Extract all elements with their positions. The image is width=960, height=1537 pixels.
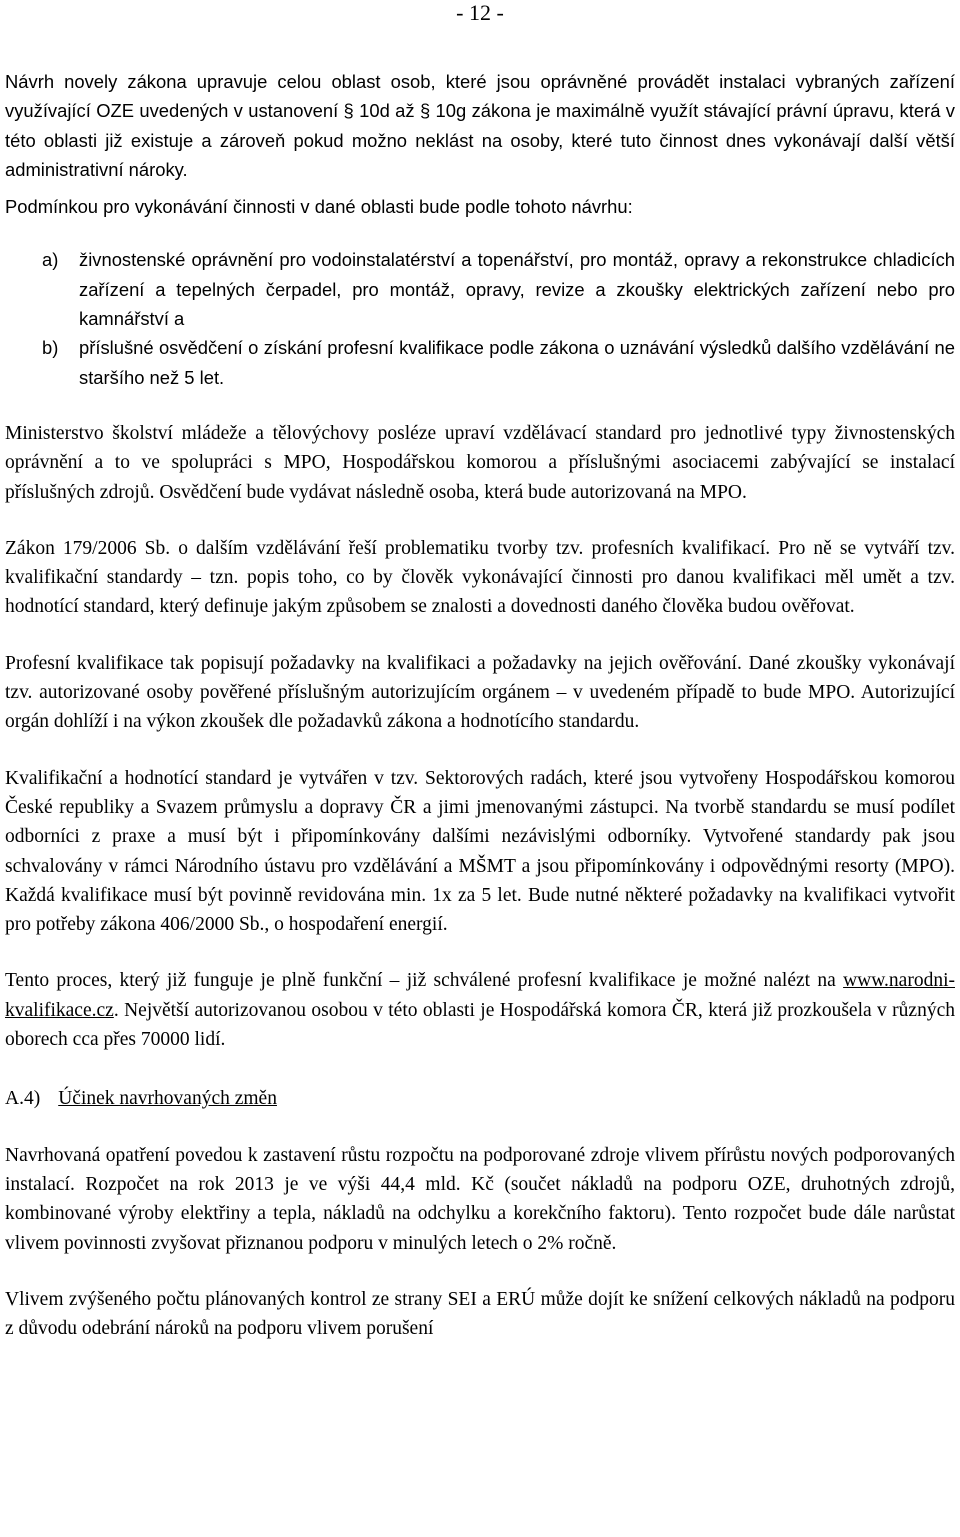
list-marker: a)	[42, 249, 59, 271]
document-body	[5, 67, 955, 1343]
page-number: - 12 -	[456, 0, 504, 25]
list-item-text: příslušné osvědčení o získání profesní kvalifikace podle zákona o uznávání výsledků dalšího vzdělávání ne staršího než 5 let.	[79, 337, 955, 388]
section-heading	[5, 1084, 955, 1113]
section-title: Účinek navrhovaných změn	[58, 1088, 277, 1110]
paragraph-conditions: Podmínkou pro vykonávání činnosti v dané oblasti bude podle tohoto návrhu:	[5, 196, 633, 218]
paragraph-intro: Návrh novely zákona upravuje celou oblast osob, které jsou oprávněné provádět instalaci vybraných zařízení využívající OZE uvedených v ustanovení § 10d až § 10g zákona je maximálně využít stávající právní úpravu, která v této oblasti již existuje a zároveň pokud možno neklást na osoby, které tuto činnost dnes vykonávají další větší administrativní nároky.	[5, 71, 955, 180]
paragraph-qualifications: Profesní kvalifikace tak popisují požadavky na kvalifikaci a požadavky na jejich ověřování. Dané zkoušky vykonávají tzv. autorizované osoby pověřené příslušným autorizujícím orgánem – v uvedeném případě to bude MPO. Autorizující orgán dohlíží i na výkon zkoušek dle požadavků zákona a hodnotícího standardu.	[5, 652, 955, 733]
qualifications-website-link[interactable]: www.narodni-kvalifikace.cz	[5, 970, 955, 1021]
paragraph-budget: Navrhovaná opatření povedou k zastavení růstu rozpočtu na podporované zdroje vlivem přírůstu nových podporovaných instalací. Rozpočet na rok 2013 je ve výši 44,4 mld. Kč (součet nákladů na podporu OZE, druhotných zdrojů, kombinované výroby elektřiny a tepla, nákladů na odchylku a korekčního faktoru). Tento rozpočet bude dále narůstat vlivem povinnosti zvyšovat přiznanou podporu v minulých letech o 2% ročně.	[5, 1144, 955, 1254]
paragraph-law: Zákon 179/2006 Sb. o dalším vzdělávání řeší problematiku tvorby tzv. profesních kvalifikací. Pro ně se vytváří tzv. kvalifikační standardy – tzn. popis toho, co by člověk vykonávající činnosti pro danou kvalifikaci měl umět a tzv. hodnotící standard, který definuje jakým způsobem se znalosti a dovednosti daného člověka budou ověřovat.	[5, 537, 955, 618]
paragraph-process	[5, 966, 955, 1054]
process-text-start: Tento proces, který již funguje je plně funkční – již schválené profesní kvalifikace je možné nalézt na	[5, 970, 844, 992]
paragraph-standards: Kvalifikační a hodnotící standard je vytvářen v tzv. Sektorových radách, které jsou vytvořeny Hospodářskou komorou České republiky a Svazem průmyslu a dopravy ČR a jimi jmenovanými zástupci. Na tvorbě standardu se musí podílet odborníci z praxe a musí být i připomínkovány dalšími nezávislými odborníky. Vytvořené standardy pak jsou schvalovány v rámci Národního ústavu pro vzdělávání a MŠMT a jsou připomínkovány i odpovědnými resorty (MPO). Každá kvalifikace musí být povinně revidována min. 1x za 5 let. Bude nutné některé požadavky na kvalifikaci vytvořit pro potřeby zákona 406/2000 Sb., o hospodaření energií.	[5, 767, 955, 936]
section-number: A.4)	[5, 1088, 41, 1110]
paragraph-msmt: Ministerstvo školství mládeže a tělovýchovy posléze upraví vzdělávací standard pro jednotlivé typy živnostenských oprávnění a to ve spolupráci s MPO, Hospodářskou komorou a příslušnými asociacemi zabývající se instalací příslušných zdrojů. Osvědčení bude vydávat následně osoba, která bude autorizovaná na MPO.	[5, 422, 955, 503]
list-item	[5, 245, 955, 333]
paragraph-controls: Vlivem zvýšeného počtu plánovaných kontrol ze strany SEI a ERÚ může dojít ke snížení celkových nákladů na podporu z důvodu odebrání nároků na podporu vlivem porušení	[5, 1288, 955, 1340]
process-text-end: . Největší autorizovanou osobou v této oblasti je Hospodářská komora ČR, která již prozkoušela v různých oborech cca přes 70000 lidí.	[5, 999, 955, 1051]
list-marker: b)	[42, 337, 59, 359]
list-item-text: živnostenské oprávnění pro vodoinstalatérství a topenářství, pro montáž, opravy a rekonstrukce chladicích zařízení a tepelných čerpadel, pro montáž, opravy, revize a zkoušky elektrických zařízení nebo pro kamnářství a	[79, 249, 955, 330]
conditions-list	[5, 245, 955, 391]
list-item	[5, 333, 955, 392]
